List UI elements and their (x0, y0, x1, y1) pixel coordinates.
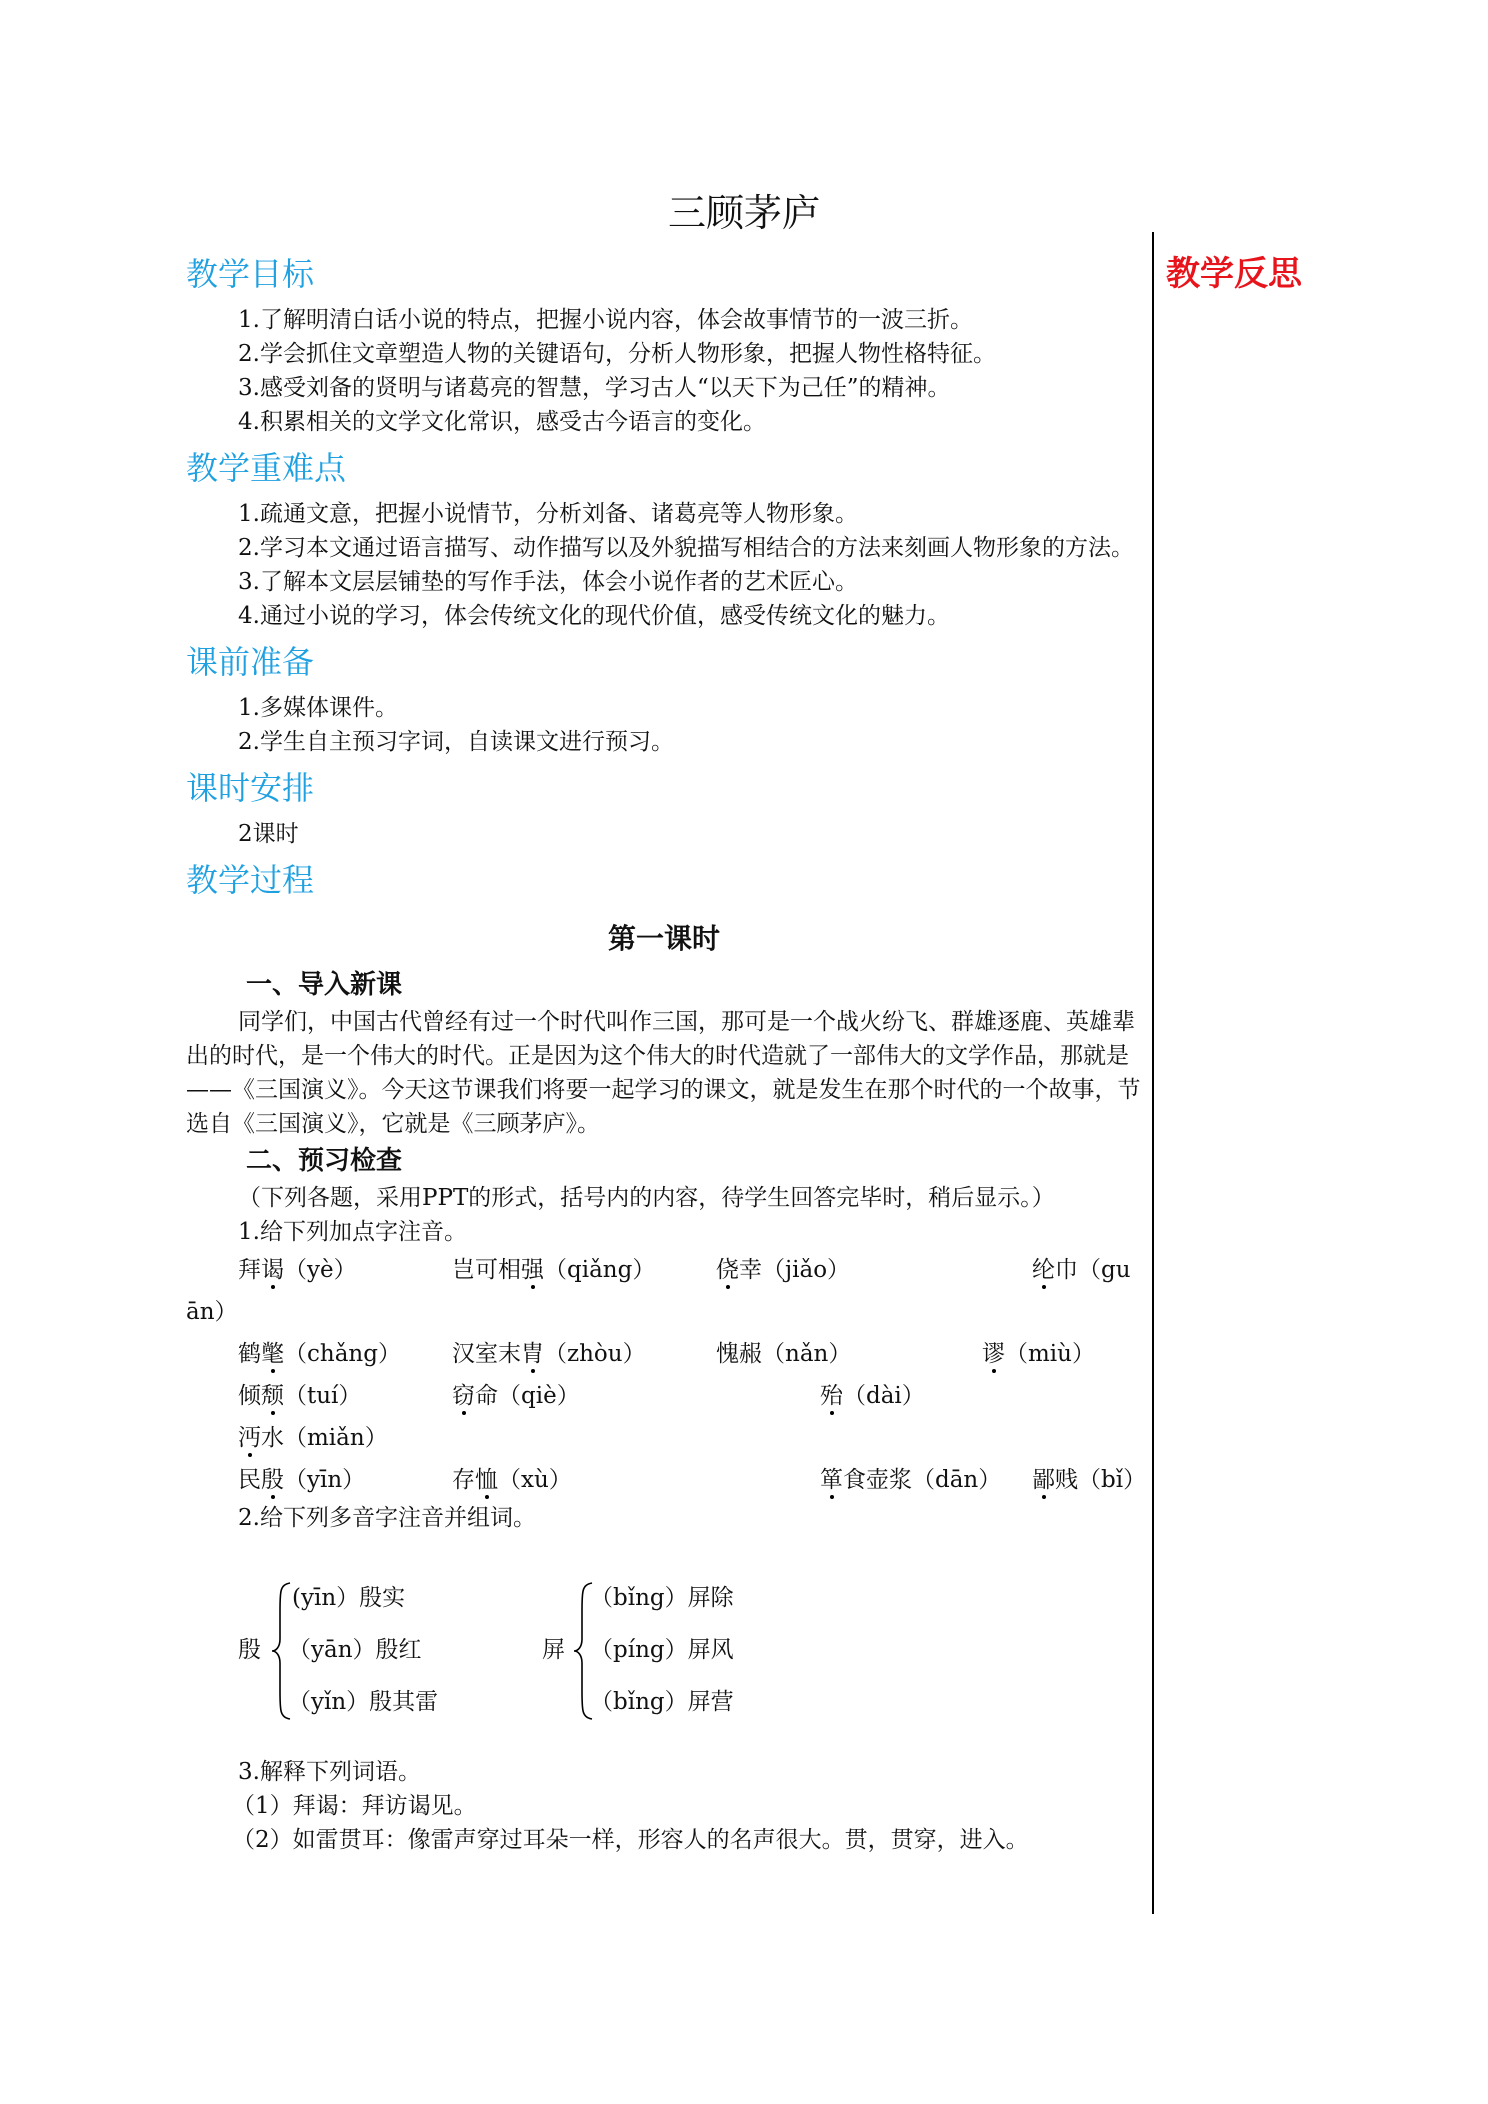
pinyin-entry: 纶巾（gu (1032, 1257, 1131, 1283)
page-title: 三顾茅庐 (667, 191, 820, 235)
polyphonic-item: （yǐn）殷其雷 (288, 1689, 439, 1715)
key-point-item: 4.通过小说的学习，体会传统文化的现代价值，感受传统文化的魅力。 (238, 603, 950, 629)
pinyin-row (186, 1459, 1147, 1501)
pinyin-entry: 鹤氅（chǎng） (238, 1341, 401, 1367)
pinyin-entry: 存恤（xù） (452, 1467, 572, 1493)
goals-heading: 教学目标 (186, 255, 315, 293)
preparation-item: 2.学生自主预习字词，自读课文进行预习。 (238, 729, 674, 755)
intro-heading: 一、导入新课 (246, 970, 403, 1000)
polyphonic-item: （píng）屏风 (590, 1637, 734, 1663)
polyphonic-item: （yān）殷红 (288, 1637, 422, 1663)
process-heading: 教学过程 (186, 861, 315, 899)
pinyin-entry: 沔水（miǎn） (238, 1425, 388, 1451)
pinyin-row (186, 1333, 1142, 1375)
pinyin-row (186, 1249, 1142, 1291)
q1-title: 1.给下列加点字注音。 (238, 1219, 467, 1245)
polyphonic-char: 殷 (238, 1637, 261, 1663)
goal-item: 1.了解明清白话小说的特点，把握小说内容，体会故事情节的一波三折。 (238, 307, 973, 333)
pinyin-entry: 汉室末胄（zhòu） (452, 1341, 646, 1367)
key-point-item: 3.了解本文层层铺垫的写作手法，体会小说作者的艺术匠心。 (238, 569, 858, 595)
polyphonic-char: 屏 (542, 1637, 565, 1663)
key-point-item: 1.疏通文意，把握小说情节，分析刘备、诸葛亮等人物形象。 (238, 501, 858, 527)
goal-item: 2.学会抓住文章塑造人物的关键语句，分析人物形象，把握人物性格特征。 (238, 341, 996, 367)
lesson-title: 第一课时 (607, 922, 720, 955)
pinyin-entry: 愧赧（nǎn） (716, 1341, 852, 1367)
pinyin-entry: 殆（dài） (820, 1383, 925, 1409)
q2-title: 2.给下列多音字注音并组词。 (238, 1505, 536, 1531)
preparation-item: 1.多媒体课件。 (238, 695, 398, 721)
pinyin-entry: 窃命（qiè） (452, 1383, 580, 1409)
pinyin-entry: 民殷（yīn） (238, 1467, 366, 1493)
q3-item: （2）如雷贯耳：像雷声穿过耳朵一样，形容人的名声很大。贯，贯穿，进入。 (232, 1827, 1029, 1853)
polyphonic-block (186, 1535, 1142, 1755)
preparation-heading: 课前准备 (186, 643, 315, 681)
pinyin-entry: 谬（miù） (982, 1341, 1095, 1367)
schedule-heading: 课时安排 (186, 769, 315, 807)
q3-title: 3.解释下列词语。 (238, 1759, 421, 1785)
pinyin-entry: 拜谒（yè） (238, 1257, 357, 1283)
pinyin-entry: 岂可相强（qiǎng） (452, 1257, 656, 1283)
polyphonic-item: （bǐng）屏除 (590, 1585, 734, 1611)
pinyin-row (186, 1417, 1142, 1459)
q3-item: （1）拜谒：拜访谒见。 (232, 1793, 477, 1819)
intro-text: 同学们，中国古代曾经有过一个时代叫作三国，那可是一个战火纷飞、群雄逐鹿、英雄辈出的时代，是一个伟大的时代。正是因为这个伟大的时代造就了一部伟大的文学作品，那就是——《三国演义》。今天这节课我们将要一起学习的课文，就是发生在那个时代的一个故事，节选自《三国演义》，它就是《三顾茅庐》。 (186, 1009, 1141, 1137)
pinyin-entry: 鄙贱（bǐ） (1032, 1467, 1147, 1493)
key-point-item: 2.学习本文通过语言描写、动作描写以及外貌描写相结合的方法来刻画人物形象的方法。 (238, 535, 1134, 561)
pinyin-row (186, 1375, 1142, 1417)
reflection-header: 教学反思 (1166, 254, 1302, 294)
pinyin-entry: 箪食壶浆（dān） (820, 1467, 1002, 1493)
key-points-heading: 教学重难点 (186, 449, 347, 487)
preview-note: （下列各题，采用PPT的形式，括号内的内容，待学生回答完毕时，稍后显示。） (238, 1185, 1055, 1211)
goal-item: 3.感受刘备的贤明与诸葛亮的智慧，学习古人“以天下为己任”的精神。 (238, 375, 951, 401)
polyphonic-item: (yīn）殷实 (292, 1585, 406, 1611)
goal-item: 4.积累相关的文学文化常识，感受古今语言的变化。 (238, 409, 766, 435)
pinyin-entry: 倾颓（tuí） (238, 1383, 362, 1409)
pinyin-row-continuation: ān） (186, 1299, 238, 1325)
pinyin-entry: 侥幸（jiǎo） (716, 1257, 851, 1283)
schedule-text: 2课时 (238, 821, 299, 847)
column-divider (1152, 232, 1154, 1914)
main-column (186, 245, 1147, 1857)
preview-heading: 二、预习检查 (246, 1146, 403, 1176)
polyphonic-item: （bǐng）屏营 (590, 1689, 734, 1715)
